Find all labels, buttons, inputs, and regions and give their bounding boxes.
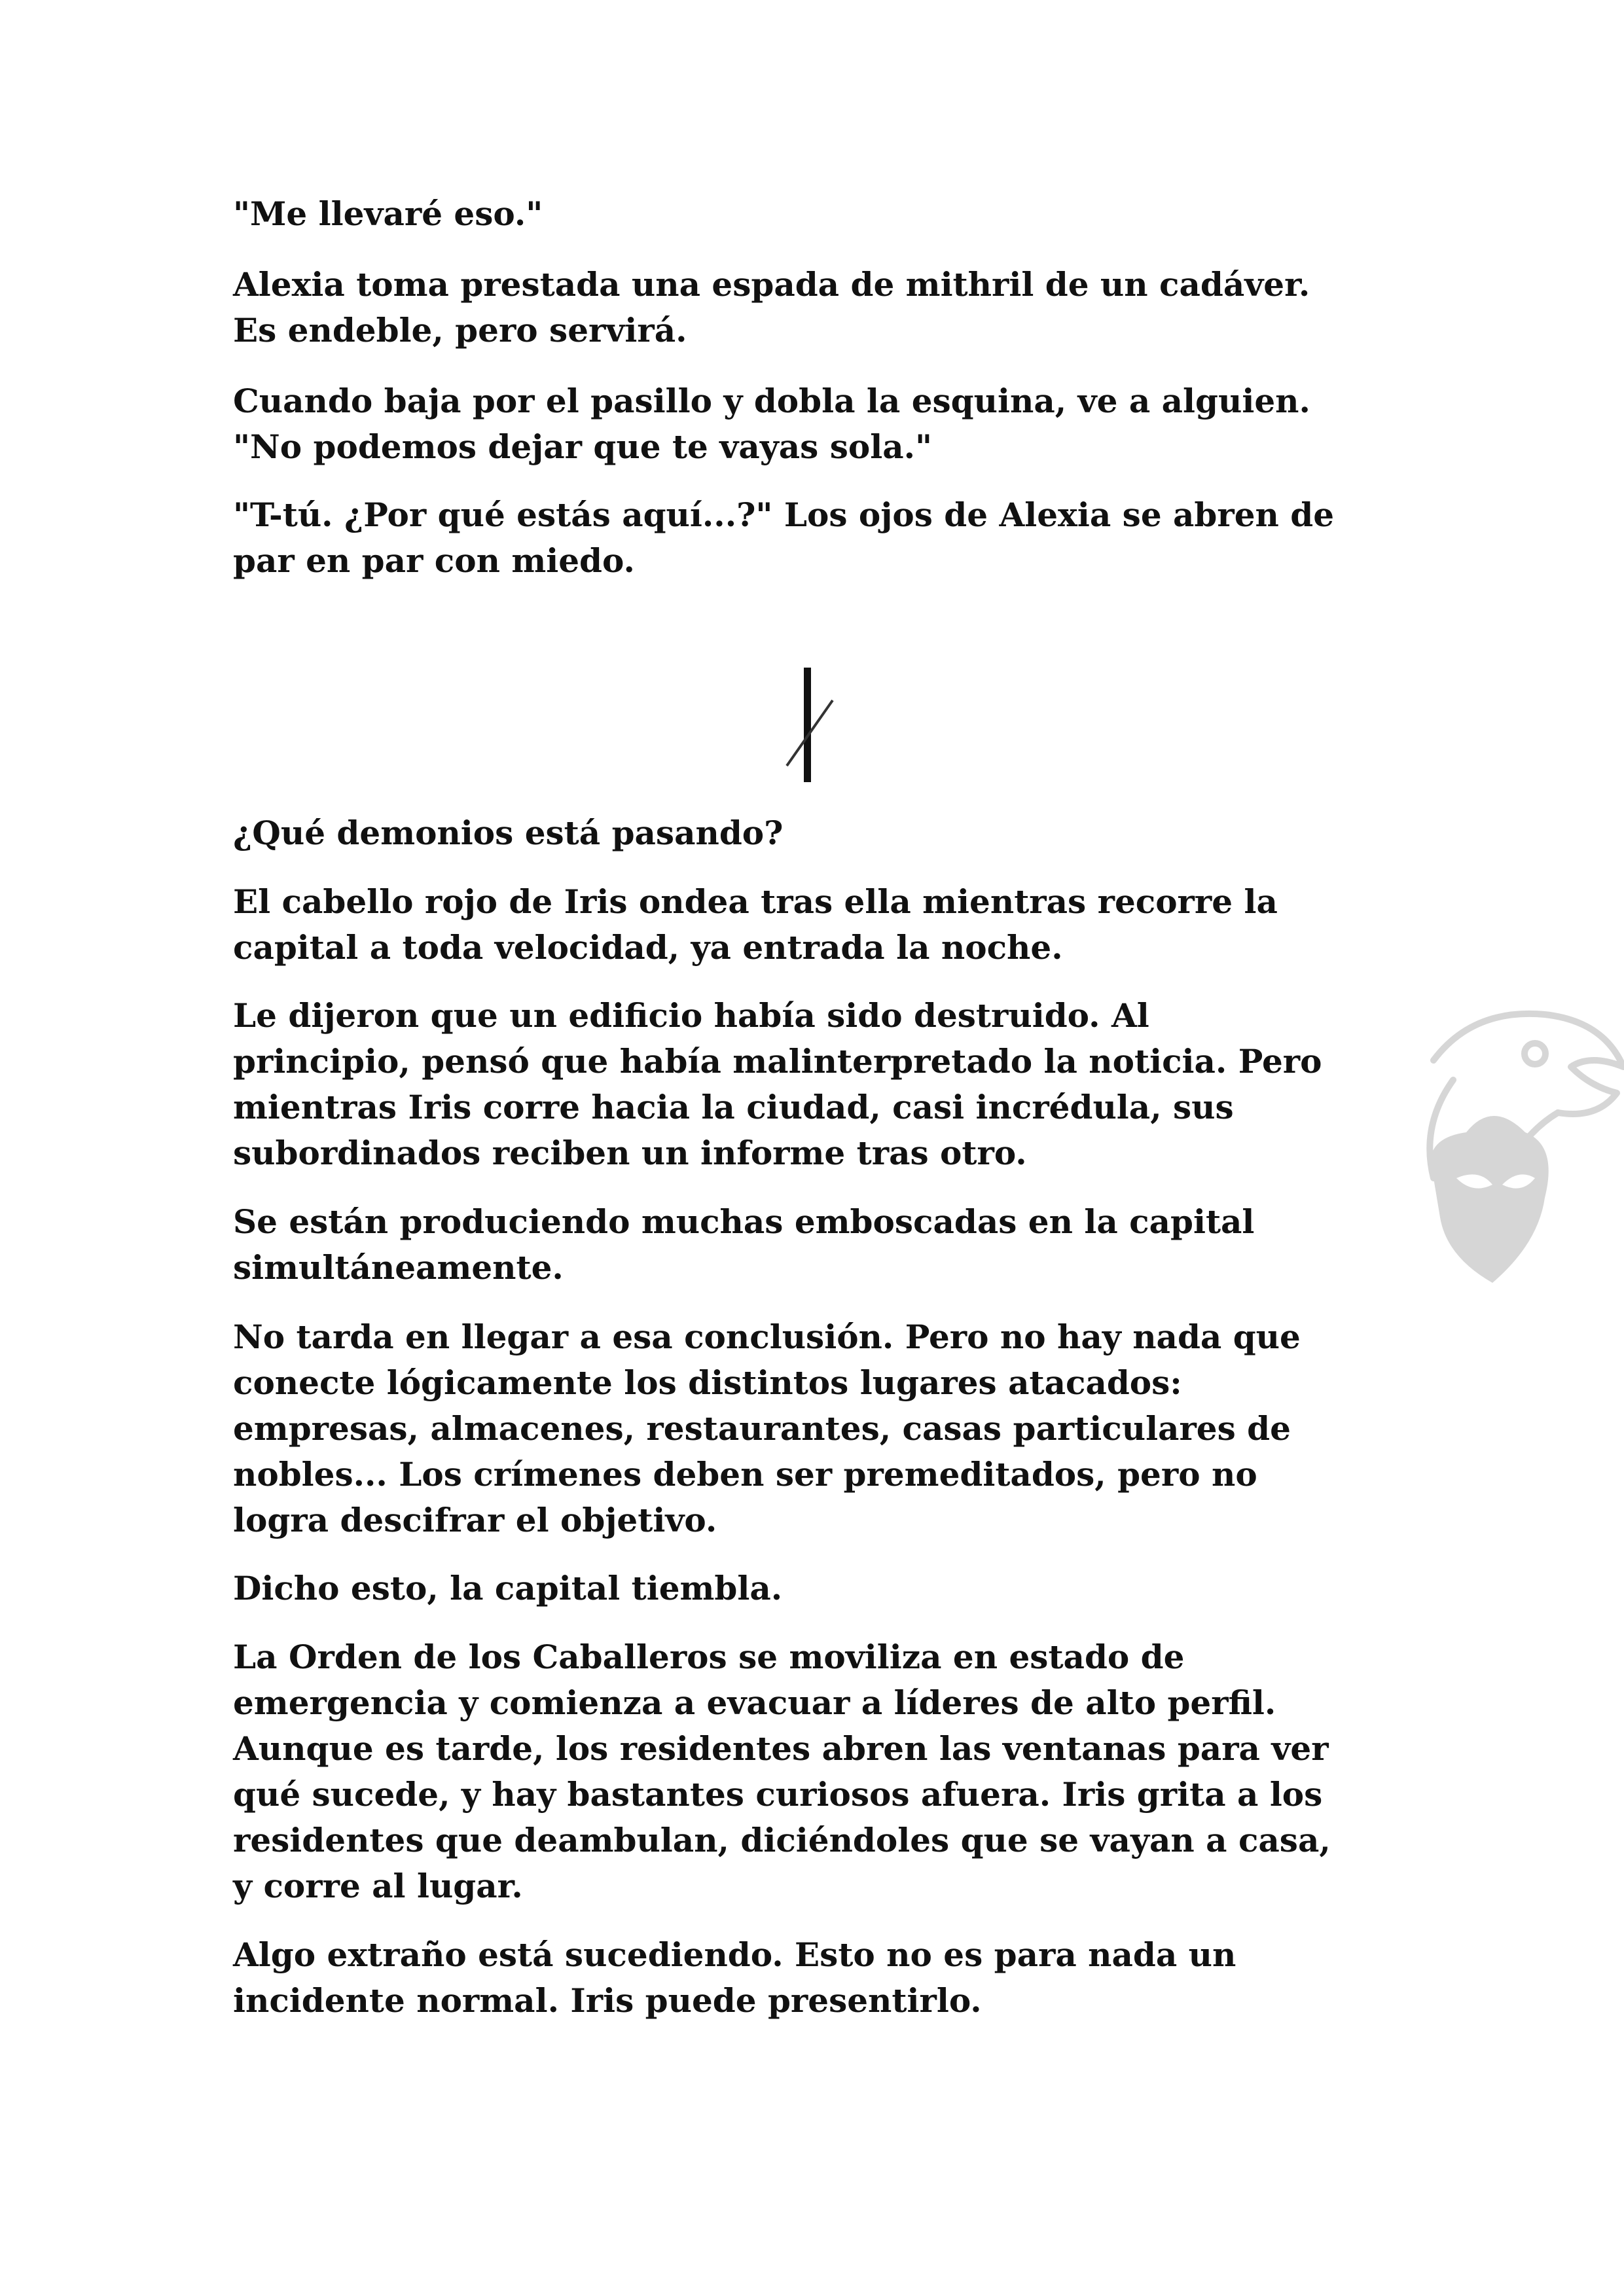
paragraph-10: Dicho esto, la capital tiembla. <box>233 1569 783 1607</box>
paragraph-12: Algo extraño está sucediendo. Esto no es para nada un incidente normal. Iris puede presentirlo. <box>233 1935 1236 2020</box>
paragraph-6: El cabello rojo de Iris ondea tras ella mientras recorre la capital a toda velocidad, ya entrada la noche. <box>233 882 1278 967</box>
paragraph-7: Le dijeron que un edificio había sido destruido. Al principio, pensó que había malinterpretado la noticia. Pero mientras Iris corre hacia la ciudad, casi incrédula, sus subordinados reciben un informe tras otro. <box>233 996 1322 1172</box>
paragraph-4: "T-tú. ¿Por qué estás aquí...?" Los ojos de Alexia se abren de par en par con miedo. <box>233 495 1335 580</box>
paragraph-3: Cuando baja por el pasillo y dobla la esquina, ve a alguien. "No podemos dejar que te vayas sola." <box>233 382 1310 466</box>
paragraph-2: Alexia toma prestada una espada de mithril de un cadáver. Es endeble, pero servirá. <box>233 265 1310 350</box>
paragraph-1: "Me llevaré eso." <box>233 194 543 233</box>
paragraph-5: ¿Qué demonios está pasando? <box>233 814 784 852</box>
paragraph-9: No tarda en llegar a esa conclusión. Pero no hay nada que conecte lógicamente los distintos lugares atacados: empresas, almacenes, restaurantes, casas particulares de nobles... Los crímenes deben ser premeditados, pero no logra descifrar el objetivo. <box>233 1318 1301 1539</box>
section-break-glyph-icon <box>779 668 838 792</box>
paragraph-11: La Orden de los Caballeros se moviliza en estado de emergencia y comienza a evacuar a líderes de alto perfil. Aunque es tarde, los residentes abren las ventanas para ver qué sucede, y hay bastantes curiosos afuera. Iris grita a los residentes que deambulan, diciéndoles que se vayan a casa, y corre al lugar. <box>233 1638 1331 1905</box>
dinosaur-skull-watermark-icon <box>1394 982 1624 1309</box>
paragraph-8: Se están produciendo muchas emboscadas en la capital simultáneamente. <box>233 1202 1255 1287</box>
